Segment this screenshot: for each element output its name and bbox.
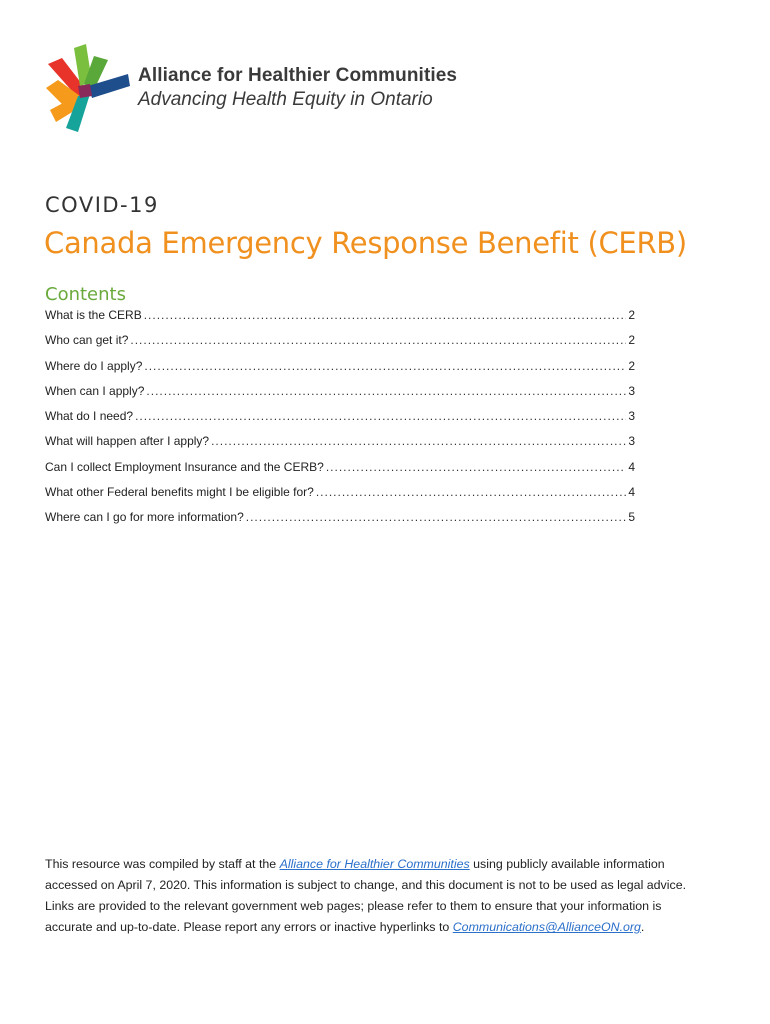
toc-item[interactable]	[45, 409, 635, 434]
toc-item-page: 3	[628, 434, 635, 449]
toc-item-page: 2	[628, 308, 635, 322]
toc-item-label: What do I need?	[45, 409, 134, 424]
logo-text	[138, 64, 457, 112]
toc-item[interactable]	[45, 485, 635, 510]
toc-item-label: What will happen after I apply?	[45, 434, 210, 449]
toc-item[interactable]	[45, 359, 635, 384]
note-text: .	[640, 920, 645, 935]
organization-tagline: Advancing Health Equity in Ontario	[138, 89, 433, 110]
toc-item-label: Can I collect Employment Insurance and the CERB?	[45, 459, 324, 474]
toc-leader-dots	[144, 308, 627, 322]
alliance-link[interactable]: Alliance for Healthier Communities	[279, 857, 470, 872]
toc-item-label: What other Federal benefits might I be eligible for?	[45, 485, 314, 500]
toc-item[interactable]	[45, 333, 635, 358]
toc-leader-dots	[144, 359, 626, 373]
section-label: COVID-19	[45, 193, 159, 217]
contents-heading: Contents	[45, 284, 126, 305]
toc-item[interactable]	[45, 308, 635, 333]
toc-item-label: Where do I apply?	[45, 358, 143, 373]
toc-item-page: 3	[628, 409, 635, 424]
toc-item-page: 3	[628, 383, 635, 398]
toc-leader-dots	[135, 409, 626, 423]
toc-item-label: Where can I go for more information?	[45, 510, 244, 525]
disclaimer-note	[45, 854, 705, 938]
toc-item-page: 4	[628, 459, 635, 474]
toc-item-label: Who can get it?	[45, 333, 129, 348]
toc-item-label: What is the CERB	[45, 308, 142, 322]
toc-item[interactable]	[45, 434, 635, 459]
page-title: Canada Emergency Response Benefit (CERB)	[44, 226, 687, 260]
note-text: using publicly available information accessed on April 7, 2020. This information is subject to change, and this document is not to be used as legal advice. Links are provided to the relevant government web pages; please refer to them to ensure that your information is accurate and up-to-date. Please report any errors or inactive hyperlinks to	[45, 857, 687, 935]
toc-item[interactable]	[45, 510, 635, 535]
organization-name: Alliance for Healthier Communities	[138, 65, 458, 86]
toc-leader-dots	[146, 384, 626, 398]
toc-item-page: 2	[628, 333, 635, 348]
table-of-contents	[45, 308, 635, 536]
toc-item-page: 4	[628, 485, 635, 500]
alliance-logo-icon	[44, 44, 130, 132]
toc-item-label: When can I apply?	[45, 383, 145, 398]
toc-leader-dots	[130, 333, 626, 347]
note-text: This resource was compiled by staff at the	[45, 857, 280, 872]
toc-leader-dots	[246, 510, 627, 524]
toc-item[interactable]	[45, 384, 635, 409]
toc-leader-dots	[211, 434, 626, 448]
toc-item-page: 2	[628, 358, 635, 373]
email-link[interactable]: Communications@AllianceON.org	[452, 920, 641, 935]
toc-item[interactable]	[45, 460, 635, 485]
toc-item-page: 5	[628, 510, 635, 525]
toc-leader-dots	[326, 460, 627, 474]
toc-leader-dots	[316, 485, 627, 499]
